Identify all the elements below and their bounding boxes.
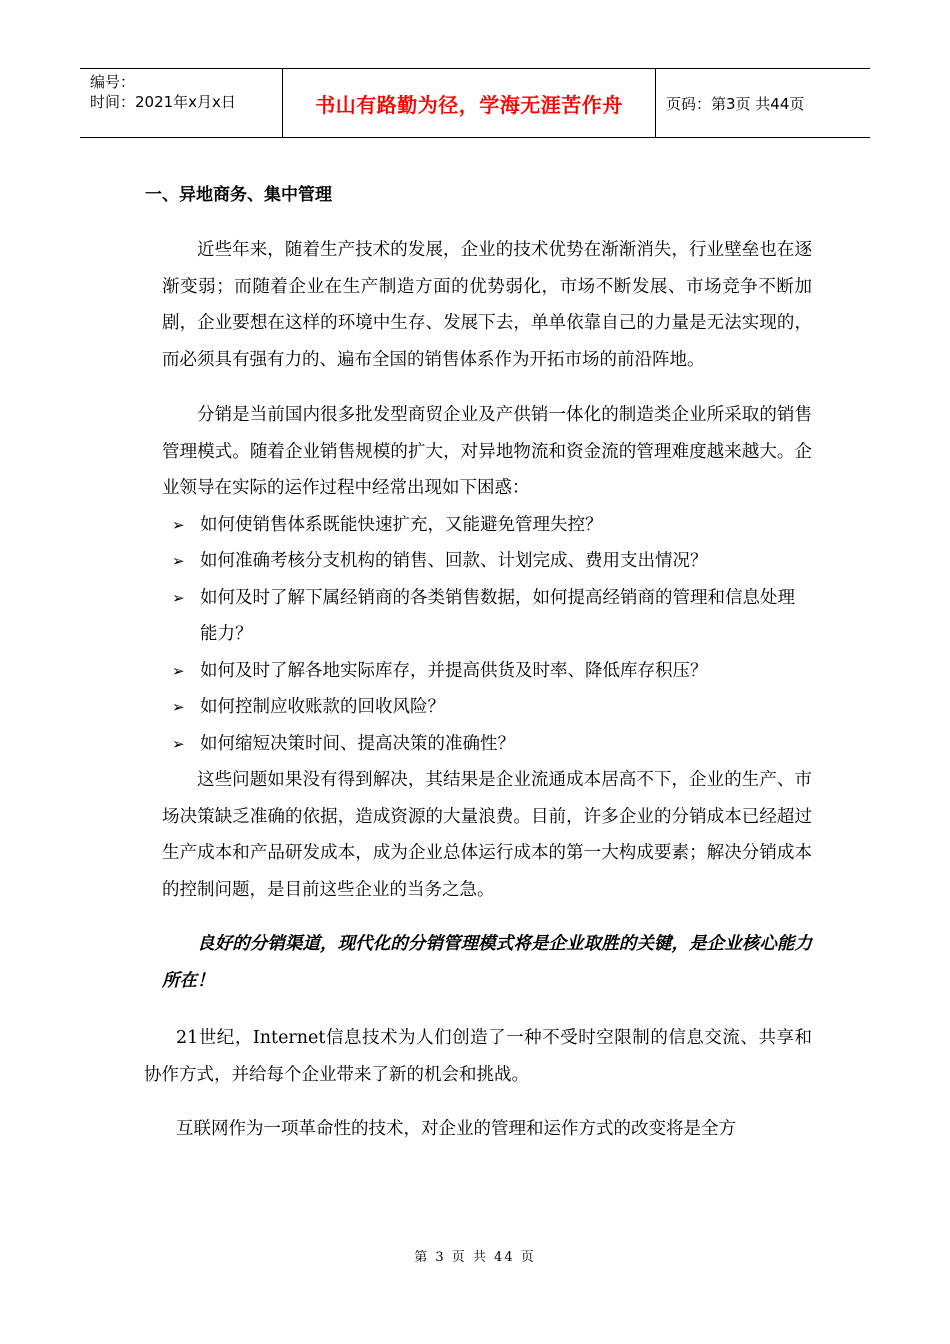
- arrow-bullet-icon: ➢: [172, 661, 185, 680]
- arrow-bullet-icon: ➢: [172, 515, 185, 534]
- serial-label: 编号：: [90, 73, 136, 91]
- paragraph-5: 互联网作为一项革命性的技术，对企业的管理和运作方式的改变将是全方: [176, 1119, 736, 1139]
- list-item: ➢ 如何控制应收账款的回收风险？: [162, 689, 812, 726]
- header-page-info: 页码：第3页 共44页: [666, 94, 805, 113]
- paragraph-3: 这些问题如果没有得到解决，其结果是企业流通成本居高不下，企业的生产、市场决策缺乏准确的依据，造成资源的大量浪费。目前，许多企业的分销成本已经超过生产成本和产品研发成本，成为企业总体运行成本的第一大构成要素；解决分销成本的控制问题，是目前这些企业的当务之急。: [162, 770, 812, 900]
- emphasis-statement: 良好的分销渠道，现代化的分销管理模式将是企业取胜的关键，是企业核心能力所在！: [162, 934, 812, 991]
- arrow-bullet-icon: ➢: [172, 588, 185, 607]
- header-page-cell: [656, 69, 870, 137]
- header-meta: [80, 69, 282, 137]
- arrow-bullet-icon: ➢: [172, 698, 185, 716]
- arrow-bullet-icon: ➢: [172, 734, 185, 753]
- paragraph-1: 近些年来，随着生产技术的发展，企业的技术优势在渐渐消失，行业壁垒也在逐渐变弱；而随着企业在生产制造方面的优势弱化，市场不断发展、市场竞争不断加剧，企业要想在这样的环境中生存、发展下去，单单依靠自己的力量是无法实现的，而必须具有强有力的、遍布全国的销售体系作为开拓市场的前沿阵地。: [162, 240, 812, 370]
- arrow-bullet-icon: ➢: [172, 552, 185, 570]
- document-body: [144, 170, 812, 1148]
- list-item: ➢ 如何准确考核分支机构的销售、回款、计划完成、费用支出情况？: [162, 543, 812, 580]
- list-item: ➢ 如何使销售体系既能快速扩充，又能避免管理失控？: [162, 507, 812, 544]
- page-footer: 第 3 页 共 44 页: [414, 1250, 536, 1265]
- list-item: ➢ 如何及时了解下属经销商的各类销售数据，如何提高经销商的管理和信息处理能力？: [162, 580, 812, 653]
- time-label: 时间：2021年x月x日: [90, 93, 236, 111]
- paragraph-2: 分销是当前国内很多批发型商贸企业及产供销一体化的制造类企业所采取的销售管理模式。随着企业销售规模的扩大，对异地物流和资金流的管理难度越来越大。企业领导在实际的运作过程中经常出现如下困惑：: [162, 405, 812, 498]
- header-motto: 书山有路勤为径，学海无涯苦作舟: [315, 92, 623, 117]
- question-list: [162, 507, 812, 763]
- header-motto-cell: [282, 69, 656, 137]
- list-item: ➢ 如何及时了解各地实际库存，并提高供货及时率、降低库存积压？: [162, 653, 812, 690]
- page-header: [80, 68, 870, 138]
- list-item: ➢ 如何缩短决策时间、提高决策的准确性？: [162, 726, 812, 763]
- section-heading: 一、异地商务、集中管理: [145, 185, 332, 205]
- paragraph-4: 21世纪，Internet信息技术为人们创造了一种不受时空限制的信息交流、共享和协作方式，并给每个企业带来了新的机会和挑战。: [144, 1028, 812, 1085]
